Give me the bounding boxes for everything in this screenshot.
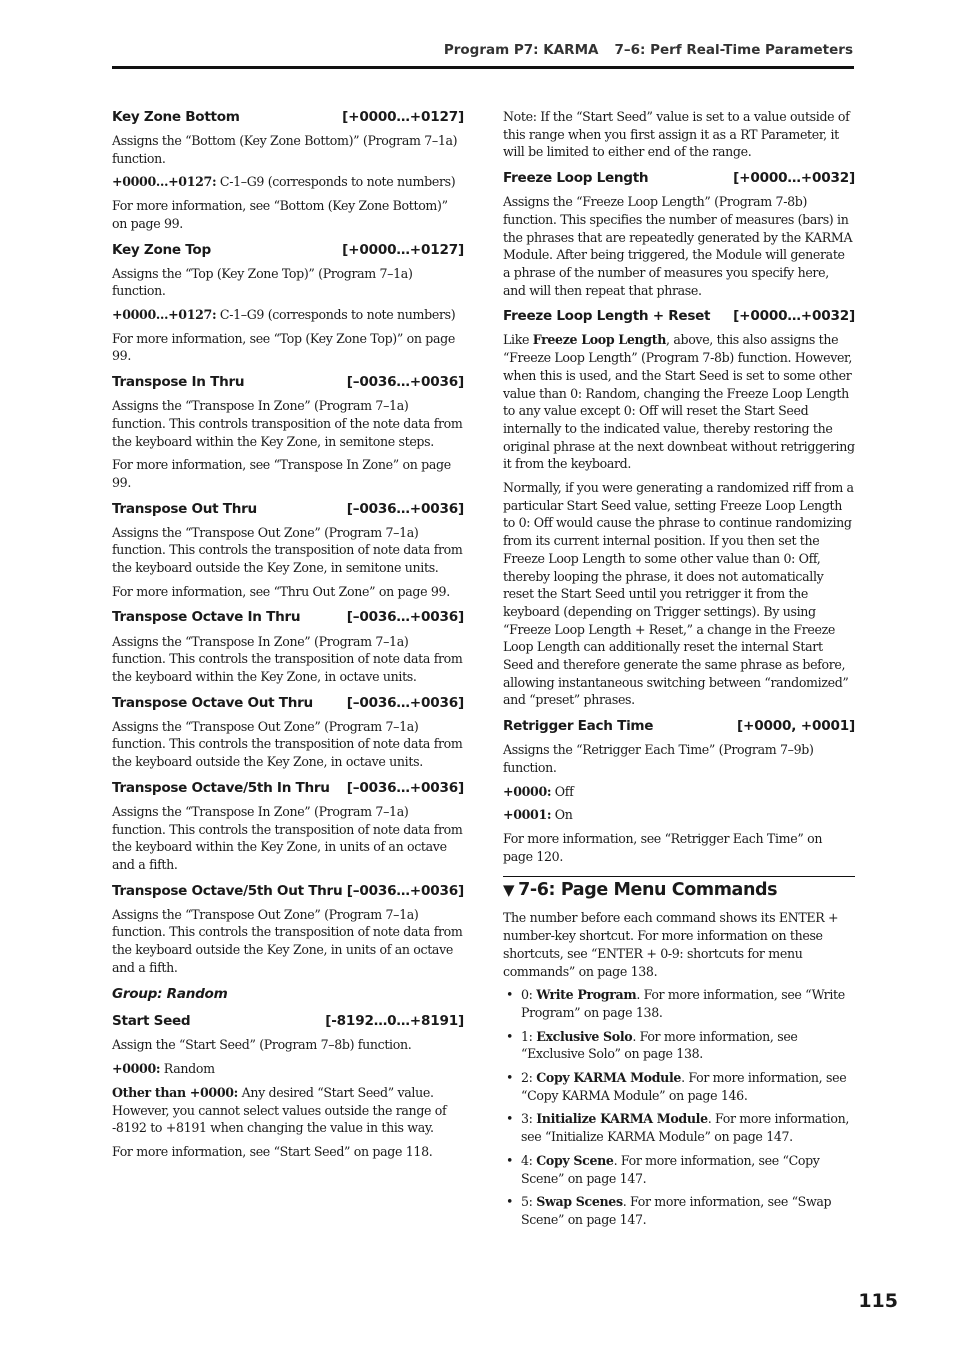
param-heading-transpose-octave-5th-out-thru: [112, 882, 464, 901]
paragraph: Assigns the “Transpose Out Zone” (Program 7–1a) function. This controls the transposition of note data from the keyboard outside the Key Zone, in semitone units.: [112, 524, 463, 576]
param-range: [+0000…+0032]: [733, 170, 855, 187]
list-item: [503, 986, 855, 1021]
param-range: [–0036…+0036]: [346, 694, 464, 711]
paragraph: Assigns the “Transpose In Zone” (Program 7–1a) function. This controls the transposition of note data from the keyboard within the Key Zone, in octave units.: [112, 633, 463, 684]
paragraph: Normally, if you were generating a randomized riff from a particular Start Seed value, setting Freeze Loop Length to 0: Off would cause the phrase to continue randomizing from its current internal position. If you then set the Freeze Loop Length to some other value than 0: Off, thereby looping the phrase, it does not automatically reset the Start Seed until you retrigger it from the keyboard (depending on Trigger settings). By using “Freeze Loop Length + Reset,” a change in the Freeze Loop Length can additionally reset the internal Start Seed and therefore generate the same phrase as before, allowing instantaneous switching between “randomized” and “preset” phrases.: [503, 480, 854, 708]
param-name: Freeze Loop Length + Reset: [503, 308, 711, 325]
paragraph: +0001: On: [503, 807, 573, 823]
param-range: [–0036…+0036]: [346, 779, 464, 796]
param-heading-retrigger-each-time: [503, 717, 855, 736]
param-heading-transpose-octave-in-thru: [112, 608, 464, 627]
param-heading-transpose-octave-5th-in-thru: [112, 779, 464, 798]
list-item-text: 2: Copy KARMA Module. For more information, see “Copy KARMA Module” on page 146.: [521, 1070, 847, 1103]
header-section: 7–6: Perf Real-Time Parameters: [614, 42, 853, 58]
list-item: [503, 1028, 855, 1063]
bullet-icon: •: [506, 987, 514, 1003]
param-range: [+0000…+0127]: [342, 109, 464, 125]
paragraph: Assigns the “Top (Key Zone Top)” (Program 7–1a) function.: [112, 265, 413, 299]
list-item-text: 0: Write Program. For more information, see “Write Program” on page 138.: [521, 987, 845, 1020]
paragraph: Assigns the “Transpose In Zone” (Program 7–1a) function. This controls transposition of the note data from the keyboard within the Key Zone, in semitone steps.: [112, 398, 463, 449]
paragraph: Assigns the “Transpose Out Zone” (Program 7–1a) function. This controls the transposition of note data from the keyboard outside the Key Zone, in octave units.: [112, 718, 463, 770]
paragraph: For more information, see “Transpose In Zone” on page 99.: [112, 457, 451, 490]
running-header: [444, 42, 853, 58]
paragraph: For more information, see “Start Seed” on page 118.: [112, 1144, 433, 1159]
group-heading: Group: Random: [112, 986, 228, 1003]
param-name: Transpose Out Thru: [112, 500, 257, 517]
paragraph: For more information, see “Top (Key Zone Top)” on page 99.: [112, 330, 455, 364]
param-range: [–0036…+0036]: [346, 500, 464, 517]
param-range: [–0036…+0036]: [346, 374, 464, 391]
param-name: Transpose Octave/5th In Thru: [112, 779, 330, 796]
param-name: Transpose Octave In Thru: [112, 609, 301, 626]
right-column: [503, 108, 855, 1235]
param-heading-transpose-out-thru: [112, 500, 464, 519]
param-name: Start Seed: [112, 1013, 191, 1030]
paragraph: Assigns the “Retrigger Each Time” (Program 7–9b) function.: [503, 742, 814, 775]
paragraph: Like Freeze Loop Length, above, this also assigns the “Freeze Loop Length” (Program 7-8b) function. However, when this is used, and the Start Seed is set to some other value than 0: Random, changing the Freeze Loop Length to any value except 0: Off will reset the Start Seed internally to the indicated value, thereby restoring the original phrase at the next downbeat without retriggering it from the keyboard.: [503, 332, 855, 472]
bullet-icon: •: [506, 1070, 514, 1086]
param-range: [+0000, +0001]: [737, 718, 855, 735]
param-name: Key Zone Bottom: [112, 109, 240, 125]
param-name: Transpose Octave/5th Out Thru: [112, 882, 343, 899]
param-name: Key Zone Top: [112, 241, 211, 258]
param-range: [–0036…+0036]: [346, 609, 464, 626]
command-list: [503, 986, 855, 1228]
param-range: [+0000…+0127]: [342, 241, 464, 258]
list-item-text: 5: Swap Scenes. For more information, see “Swap Scene” on page 147.: [521, 1194, 832, 1227]
paragraph: +0000: Random: [112, 1061, 215, 1077]
paragraph: For more information, see “Thru Out Zone” on page 99.: [112, 583, 450, 599]
param-range: [-8192…0…+8191]: [325, 1013, 464, 1030]
section-heading: [503, 876, 855, 900]
param-heading-key-zone-top: [112, 241, 464, 260]
header-chapter: Program P7: KARMA: [443, 42, 599, 58]
header-rule: [112, 66, 854, 69]
list-item-text: 3: Initialize KARMA Module. For more information, see “Initialize KARMA Module” on page 147.: [521, 1111, 849, 1145]
param-heading-freeze-loop-length: [503, 169, 855, 188]
paragraph: +0000…+0127: C-1–G9 (corresponds to note numbers): [112, 174, 456, 190]
param-heading-transpose-octave-out-thru: [112, 694, 464, 713]
list-item: [503, 1193, 855, 1228]
param-range: [+0000…+0032]: [733, 308, 855, 325]
paragraph: Assigns the “Freeze Loop Length” (Program 7-8b) function. This specifies the number of measures (bars) in the phrases that are repeatedly generated by the KARMA Module. After being triggered, the Module will generate a phrase of the number of measures you specify here, and will then repeat that phrase.: [503, 194, 853, 298]
list-item: [503, 1110, 855, 1145]
param-heading-freeze-loop-length-reset: [503, 307, 855, 326]
section-title: 7-6: Page Menu Commands: [518, 880, 778, 901]
param-name: Transpose Octave Out Thru: [112, 694, 313, 711]
list-item: [503, 1069, 855, 1104]
paragraph: Assigns the “Bottom (Key Zone Bottom)” (Program 7–1a) function.: [112, 133, 458, 166]
param-range: [–0036…+0036]: [346, 882, 464, 899]
param-heading-key-zone-bottom: [112, 108, 464, 127]
paragraph: For more information, see “Retrigger Each Time” on page 120.: [503, 831, 823, 864]
paragraph: Assigns the “Transpose Out Zone” (Program 7–1a) function. This controls the transposition of note data from the keyboard outside the Key Zone, in units of an octave and a fifth.: [112, 906, 463, 975]
bullet-icon: •: [506, 1152, 514, 1168]
param-name: Transpose In Thru: [112, 374, 245, 391]
param-name: Retrigger Each Time: [503, 718, 654, 735]
paragraph: Other than +0000: Any desired “Start Seed” value. However, you cannot select values outside the range of -8192 to +8191 when changing the value in this way.: [112, 1084, 447, 1136]
page-number: 115: [858, 1290, 898, 1312]
param-name: Freeze Loop Length: [503, 170, 649, 187]
list-item-text: 1: Exclusive Solo. For more information, see “Exclusive Solo” on page 138.: [521, 1028, 798, 1062]
paragraph: Note: If the “Start Seed” value is set to a value outside of this range when you first assign it as a RT Parameter, it will be limited to either end of the range.: [503, 109, 850, 160]
triangle-down-icon: ▼: [503, 881, 515, 900]
paragraph: The number before each command shows its ENTER + number-key shortcut. For more information on these shortcuts, see “ENTER + 0-9: shortcuts for menu commands” on page 138.: [503, 910, 839, 979]
bullet-icon: •: [506, 1111, 514, 1127]
bullet-icon: •: [506, 1194, 514, 1210]
left-column: [112, 108, 464, 1167]
param-heading-start-seed: [112, 1012, 464, 1031]
list-item-text: 4: Copy Scene. For more information, see “Copy Scene” on page 147.: [521, 1152, 820, 1186]
param-heading-transpose-in-thru: [112, 373, 464, 392]
paragraph: Assign the “Start Seed” (Program 7–8b) function.: [112, 1037, 412, 1053]
paragraph: Assigns the “Transpose In Zone” (Program 7–1a) function. This controls the transposition of note data from the keyboard within the Key Zone, in units of an octave and a fifth.: [112, 803, 463, 872]
paragraph: For more information, see “Bottom (Key Zone Bottom)” on page 99.: [112, 198, 448, 231]
paragraph: +0000: Off: [503, 783, 574, 799]
bullet-icon: •: [506, 1028, 514, 1044]
paragraph: +0000…+0127: C-1–G9 (corresponds to note numbers): [112, 306, 456, 322]
list-item: [503, 1152, 855, 1187]
